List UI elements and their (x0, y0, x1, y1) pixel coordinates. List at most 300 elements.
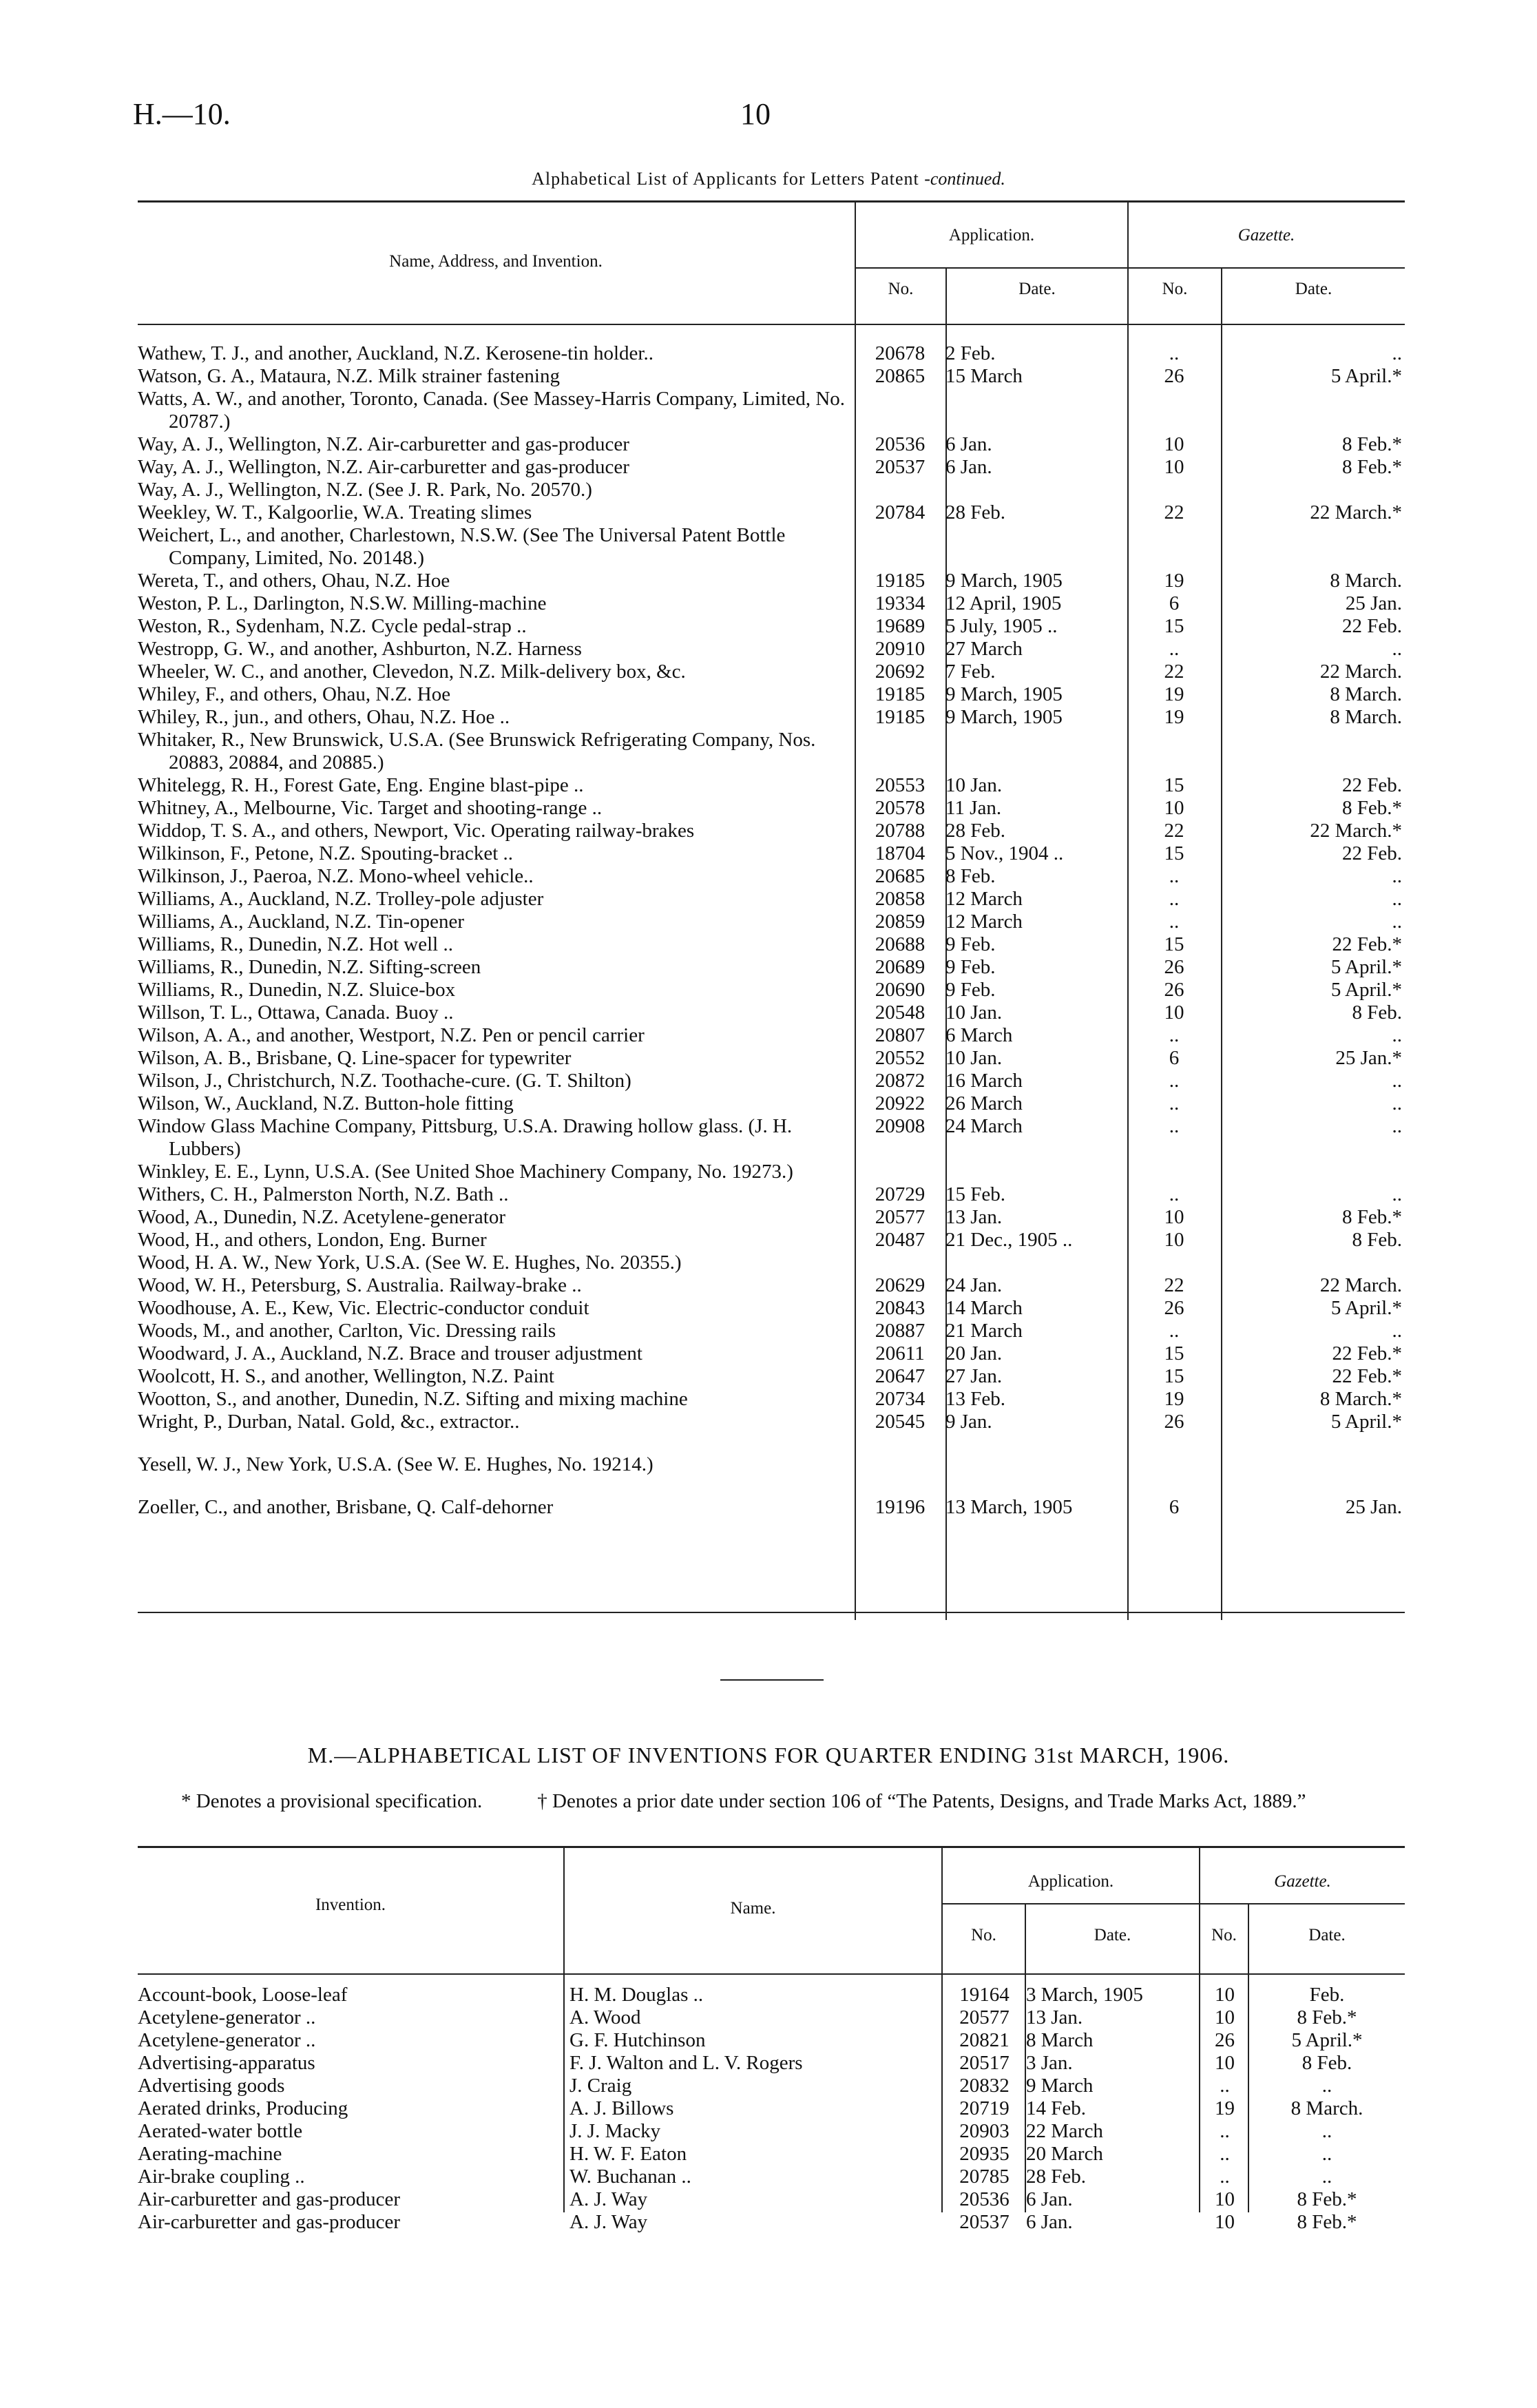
gazette-number (1127, 388, 1221, 433)
note-provisional: * Denotes a provisional specification. (181, 1790, 483, 1812)
applicant-entry: Watson, G. A., Mataura, N.Z. Milk strainer fastening (138, 365, 560, 387)
table-row (133, 365, 1405, 388)
application-number: 20887 (875, 1320, 926, 1342)
gazette-number: .. (1169, 1115, 1180, 1137)
gazette-number: .. (1169, 888, 1180, 910)
gazette-number: 6 (1169, 592, 1180, 614)
gazette-date: 5 April.* (1330, 956, 1402, 978)
gazette-date: .. (1392, 342, 1402, 364)
application-date: 9 Feb. (945, 979, 996, 1001)
gazette-date: 5 April.* (1330, 1297, 1402, 1319)
table-row (133, 933, 1405, 956)
gazette-number: .. (1169, 1092, 1180, 1114)
gazette-number: .. (1169, 638, 1180, 660)
applicant-entry: Woods, M., and another, Carlton, Vic. Dressing rails (138, 1320, 556, 1342)
application-date (945, 1252, 1127, 1274)
applicant-entry: Window Glass Machine Company, Pittsburg, U.S.A. Drawing hollow glass. (J. H. Lubbers) (138, 1115, 793, 1160)
application-date: 9 March, 1905 (945, 570, 1063, 592)
gazette-date: 8 Feb. (1352, 1229, 1402, 1251)
table-row (138, 2143, 1405, 2166)
table-row (133, 1001, 1405, 1024)
header-inv-application: Application. (1027, 1872, 1114, 1891)
gazette-number: 19 (1164, 1388, 1184, 1410)
caption-suffix: -continued. (924, 169, 1005, 189)
gazette-date: 22 March.* (1310, 501, 1402, 523)
gazette-number: 10 (1164, 1001, 1184, 1024)
gazette-number: 6 (1169, 1047, 1180, 1069)
gazette-number: 22 (1164, 661, 1184, 683)
gazette-number: 10 (1164, 433, 1184, 455)
gazette-date: .. (1321, 2166, 1332, 2188)
application-date: 7 Feb. (945, 661, 996, 683)
applicant-entry: Whitaker, R., New Brunswick, U.S.A. (See Brunswick Refrigerating Company, Nos. 20883, 20884, and 20885.) (138, 729, 816, 774)
caption-text: Alphabetical List of Applicants for Letters Patent (532, 169, 919, 189)
application-date: 21 March (945, 1320, 1023, 1342)
application-date: 13 March, 1905 (945, 1496, 1073, 1518)
application-number: 19196 (875, 1496, 926, 1518)
table-row (133, 683, 1405, 706)
applicant-entry: Williams, R., Dunedin, N.Z. Sifting-screen (138, 956, 481, 978)
gazette-date: 8 March. (1330, 570, 1402, 592)
applicant-entry: Weston, P. L., Darlington, N.S.W. Milling-machine (138, 592, 547, 614)
gazette-number: .. (1220, 2075, 1230, 2097)
gazette-date: 22 Feb. (1342, 615, 1402, 637)
application-number: 19164 (959, 1984, 1010, 2006)
table-row (133, 1024, 1405, 1047)
header-app-no: No. (888, 280, 914, 298)
application-number: 20719 (959, 2097, 1010, 2119)
application-number: 20689 (875, 956, 926, 978)
inventor-name: G. F. Hutchinson (569, 2029, 706, 2051)
application-number: 20578 (875, 797, 926, 819)
table-row (133, 1453, 1405, 1496)
application-number: 20784 (875, 501, 926, 523)
application-date: 12 March (945, 888, 1023, 910)
gazette-date (1221, 388, 1405, 433)
applicant-entry: Wathew, T. J., and another, Auckland, N.Z. Kerosene-tin holder.. (138, 342, 654, 364)
invention-name: Aerated-water bottle (138, 2120, 303, 2142)
application-number: 20545 (875, 1411, 926, 1433)
document-reference: H.—10. (133, 97, 231, 131)
application-number: 20647 (875, 1365, 926, 1387)
header-application: Application. (948, 226, 1035, 245)
application-date: 13 Jan. (1026, 2006, 1083, 2028)
applicant-entry: Williams, A., Auckland, N.Z. Tin-opener (138, 911, 465, 933)
applicants-table-body (133, 342, 1405, 1519)
inventor-name: H. W. F. Eaton (569, 2143, 687, 2165)
gazette-date: .. (1392, 911, 1402, 933)
table-row (133, 1496, 1405, 1519)
table-row (133, 615, 1405, 638)
table-row (133, 820, 1405, 842)
table-row (133, 956, 1405, 979)
gazette-number: 10 (1215, 2052, 1235, 2074)
applicant-entry: Wood, W. H., Petersburg, S. Australia. Railway-brake .. (138, 1274, 582, 1296)
invention-name: Acetylene-generator .. (138, 2029, 316, 2051)
application-date: 5 July, 1905 .. (945, 615, 1058, 637)
gazette-date: 8 Feb.* (1297, 2006, 1357, 2028)
header-app-date: Date. (1018, 280, 1056, 298)
applicant-entry: Woodhouse, A. E., Kew, Vic. Electric-conductor conduit (138, 1297, 589, 1319)
gazette-number: 22 (1164, 501, 1184, 523)
table-row (133, 524, 1405, 570)
table-row (138, 2052, 1405, 2075)
application-date: 24 March (945, 1115, 1023, 1137)
application-date: 13 Feb. (945, 1388, 1005, 1410)
header-gazette-text: Gazette. (1237, 226, 1295, 245)
gazette-number (1127, 524, 1221, 570)
gazette-date: 8 March. (1330, 706, 1402, 728)
gazette-date: 5 April.* (1330, 979, 1402, 1001)
inventions-notes (138, 1789, 1408, 1813)
applicants-bottom-rule (138, 1612, 1405, 1613)
gazette-date: 5 April.* (1330, 1411, 1402, 1433)
table-row (133, 570, 1405, 592)
gazette-number (1127, 1161, 1221, 1183)
application-date: 15 Feb. (945, 1183, 1005, 1205)
application-number: 20487 (875, 1229, 926, 1251)
application-date: 6 Jan. (1026, 2188, 1073, 2210)
gazette-number (1127, 1252, 1221, 1274)
table-row (133, 979, 1405, 1001)
table-row (138, 2006, 1405, 2029)
applicant-entry: Wilson, J., Christchurch, N.Z. Toothache-cure. (G. T. Shilton) (138, 1070, 631, 1092)
gazette-number: .. (1220, 2143, 1230, 2165)
inventor-name: A. J. Way (569, 2188, 648, 2210)
applicant-entry: Westropp, G. W., and another, Ashburton, N.Z. Harness (138, 638, 582, 660)
table-row (133, 456, 1405, 479)
application-number: 20553 (875, 774, 926, 796)
application-date: 12 March (945, 911, 1023, 933)
table-row (133, 1161, 1405, 1183)
gazette-date: .. (1392, 1024, 1402, 1046)
applicant-entry: Wood, H. A. W., New York, U.S.A. (See W. E. Hughes, No. 20355.) (138, 1252, 682, 1274)
application-number: 18704 (875, 842, 926, 864)
gazette-date: .. (1392, 1183, 1402, 1205)
header-gazette-no: No. (1162, 280, 1188, 298)
gazette-date: .. (1392, 1115, 1402, 1137)
gazette-date: .. (1321, 2143, 1332, 2165)
applicant-entry: Wereta, T., and others, Ohau, N.Z. Hoe (138, 570, 450, 592)
invention-name: Account-book, Loose-leaf (138, 1984, 348, 2006)
header-invention: Invention. (315, 1896, 386, 1914)
application-date: 6 March (945, 1024, 1013, 1046)
invention-name: Air-carburetter and gas-producer (138, 2211, 401, 2233)
gazette-number: .. (1169, 1024, 1180, 1046)
inventor-name: J. J. Macky (569, 2120, 661, 2142)
inventor-name: A. J. Billows (569, 2097, 674, 2119)
application-date: 6 Jan. (945, 456, 992, 478)
table-row (133, 729, 1405, 774)
table-row (133, 1092, 1405, 1115)
table-row (133, 1047, 1405, 1070)
gazette-number: 6 (1169, 1496, 1180, 1518)
gazette-number: 26 (1164, 1297, 1184, 1319)
application-number: 20678 (875, 342, 926, 364)
gazette-number: 15 (1164, 933, 1184, 955)
gazette-date: 8 March. (1290, 2097, 1363, 2119)
application-date: 9 March, 1905 (945, 706, 1063, 728)
application-date: 22 March (1026, 2120, 1103, 2142)
application-date: 27 Jan. (945, 1365, 1003, 1387)
gazette-date: .. (1392, 1320, 1402, 1342)
table-row (133, 1070, 1405, 1092)
application-number: 20537 (875, 456, 926, 478)
gazette-number: 19 (1164, 570, 1184, 592)
inventions-subheader-rule (943, 1903, 1405, 1904)
application-date: 16 March (945, 1070, 1023, 1092)
header-inv-gazette-text: Gazette. (1274, 1872, 1331, 1891)
application-date: 21 Dec., 1905 .. (945, 1229, 1073, 1251)
application-date: 28 Feb. (1026, 2166, 1086, 2188)
applicant-entry: Weston, R., Sydenham, N.Z. Cycle pedal-strap .. (138, 615, 527, 637)
gazette-number: 15 (1164, 842, 1184, 864)
applicant-entry: Williams, A., Auckland, N.Z. Trolley-pole adjuster (138, 888, 544, 910)
table-row (133, 1342, 1405, 1365)
invention-name: Advertising goods (138, 2075, 285, 2097)
application-date: 2 Feb. (945, 342, 996, 364)
application-date: 12 April, 1905 (945, 592, 1062, 614)
table-row (133, 1206, 1405, 1229)
application-number: 20922 (875, 1092, 926, 1114)
applicant-entry: Widdop, T. S. A., and others, Newport, Vic. Operating railway-brakes (138, 820, 695, 842)
table-row (133, 842, 1405, 865)
table-row (133, 1274, 1405, 1297)
application-date: 5 Nov., 1904 .. (945, 842, 1064, 864)
application-number: 20859 (875, 911, 926, 933)
table-row (138, 2075, 1405, 2097)
gazette-number: 26 (1164, 1411, 1184, 1433)
application-date: 6 Jan. (945, 433, 992, 455)
gazette-date: 25 Jan.* (1335, 1047, 1402, 1069)
gazette-date: 8 Feb.* (1342, 1206, 1402, 1228)
gazette-number: 10 (1215, 2006, 1235, 2028)
gazette-date (1221, 479, 1405, 501)
application-date: 3 March, 1905 (1026, 1984, 1143, 2006)
invention-name: Air-carburetter and gas-producer (138, 2188, 401, 2210)
applicant-entry: Wilson, A. A., and another, Westport, N.Z. Pen or pencil carrier (138, 1024, 645, 1046)
application-number: 20908 (875, 1115, 926, 1137)
application-date: 3 Jan. (1026, 2052, 1073, 2074)
application-date: 10 Jan. (945, 1001, 1003, 1024)
gazette-date: 8 Feb.* (1297, 2188, 1357, 2210)
gazette-date: 8 Feb.* (1342, 797, 1402, 819)
applicant-entry: Whitney, A., Melbourne, Vic. Target and shooting-range .. (138, 797, 603, 819)
inventor-name: F. J. Walton and L. V. Rogers (569, 2052, 803, 2074)
gazette-number: 15 (1164, 1342, 1184, 1364)
application-date: 26 March (945, 1092, 1023, 1114)
gazette-number: 10 (1164, 1206, 1184, 1228)
application-number (855, 388, 945, 433)
table-row (138, 2097, 1405, 2120)
gazette-date: 5 April.* (1291, 2029, 1363, 2051)
application-number: 20843 (875, 1297, 926, 1319)
applicant-entry: Williams, R., Dunedin, N.Z. Sluice-box (138, 979, 456, 1001)
application-date (945, 524, 1127, 570)
gazette-date: 25 Jan. (1345, 1496, 1402, 1518)
note-prior: † Denotes a prior date under section 106 of “The Patents, Designs, and Trade Marks Act, 1889.” (537, 1790, 1306, 1812)
table-row (133, 1252, 1405, 1274)
application-number: 20729 (875, 1183, 926, 1205)
header-name-address-invention: Name, Address, and Invention. (389, 252, 603, 271)
gazette-date: 8 Feb.* (1342, 433, 1402, 455)
applicant-entry: Way, A. J., Wellington, N.Z. Air-carburetter and gas-producer (138, 433, 629, 455)
applicant-entry: Wilson, A. B., Brisbane, Q. Line-spacer for typewriter (138, 1047, 572, 1069)
header-inv-gno: No. (1211, 1926, 1237, 1944)
applicant-entry: Whiley, F., and others, Ohau, N.Z. Hoe (138, 683, 451, 705)
table-row (133, 1411, 1405, 1453)
gazette-date: .. (1392, 638, 1402, 660)
gazette-date: 8 Feb.* (1342, 456, 1402, 478)
table-row (133, 706, 1405, 729)
application-number (855, 1453, 945, 1496)
application-date: 27 March (945, 638, 1023, 660)
gazette-date: 22 Feb.* (1332, 933, 1402, 955)
applicant-entry: Watts, A. W., and another, Toronto, Canada. (See Massey-Harris Company, Limited, No. 20787.) (138, 388, 846, 433)
applicant-entry: Weekley, W. T., Kalgoorlie, W.A. Treating slimes (138, 501, 532, 523)
applicant-entry: Withers, C. H., Palmerston North, N.Z. Bath .. (138, 1183, 509, 1205)
table-row (133, 1297, 1405, 1320)
gazette-number: 10 (1164, 797, 1184, 819)
applicants-top-rule (138, 200, 1405, 203)
application-number: 20935 (959, 2143, 1010, 2165)
inventor-name: J. Craig (569, 2075, 632, 2097)
gazette-date: .. (1392, 1070, 1402, 1092)
invention-name: Aerated drinks, Producing (138, 2097, 348, 2119)
inventions-section-title: M.—ALPHABETICAL LIST OF INVENTIONS FOR QUARTER ENDING 31st MARCH, 1906. (307, 1743, 1230, 1767)
application-number: 20688 (875, 933, 926, 955)
application-number: 19185 (875, 706, 926, 728)
application-number: 20548 (875, 1001, 926, 1024)
gazette-number: .. (1169, 865, 1180, 887)
application-date: 14 Feb. (1026, 2097, 1086, 2119)
inventions-top-rule (138, 1846, 1405, 1848)
gazette-number: 19 (1164, 683, 1184, 705)
application-number: 20537 (959, 2211, 1010, 2233)
gazette-number: .. (1220, 2166, 1230, 2188)
application-number: 19689 (875, 615, 926, 637)
table-row (133, 342, 1405, 365)
application-date (945, 388, 1127, 433)
header-gazette (1129, 226, 1404, 245)
application-number: 19334 (875, 592, 926, 614)
applicants-table (133, 342, 1405, 1519)
table-row (138, 2188, 1405, 2211)
gazette-number: 22 (1164, 1274, 1184, 1296)
application-date: 9 March, 1905 (945, 683, 1063, 705)
gazette-date: 22 March. (1319, 661, 1402, 683)
table-row (133, 888, 1405, 911)
gazette-date: 8 March. (1330, 683, 1402, 705)
gazette-date: .. (1392, 865, 1402, 887)
inventions-table (138, 1984, 1405, 2234)
application-number: 20788 (875, 820, 926, 842)
applicant-entry: Winkley, E. E., Lynn, U.S.A. (See United Shoe Machinery Company, No. 19273.) (138, 1161, 793, 1183)
gazette-date: .. (1392, 888, 1402, 910)
inventor-name: W. Buchanan .. (569, 2166, 691, 2188)
table-row (133, 865, 1405, 888)
applicant-entry: Wilson, W., Auckland, N.Z. Button-hole fitting (138, 1092, 514, 1114)
application-number (855, 1161, 945, 1183)
gazette-number: 15 (1164, 774, 1184, 796)
table-row (133, 661, 1405, 683)
application-number: 20910 (875, 638, 926, 660)
application-date: 14 March (945, 1297, 1023, 1319)
gazette-number: 10 (1215, 2188, 1235, 2210)
table-row (133, 797, 1405, 820)
applicant-entry: Way, A. J., Wellington, N.Z. Air-carburetter and gas-producer (138, 456, 629, 478)
application-number: 20807 (875, 1024, 926, 1046)
gazette-date: .. (1392, 1092, 1402, 1114)
invention-name: Acetylene-generator .. (138, 2006, 316, 2028)
application-number: 20611 (875, 1342, 925, 1364)
gazette-number: .. (1169, 1183, 1180, 1205)
table-row (138, 2120, 1405, 2143)
application-date: 20 Jan. (945, 1342, 1003, 1364)
gazette-date: 8 Feb. (1301, 2052, 1352, 2074)
gazette-date: 22 Feb.* (1332, 1342, 1402, 1364)
applicant-entry: Williams, R., Dunedin, N.Z. Hot well .. (138, 933, 453, 955)
application-number: 20832 (959, 2075, 1010, 2097)
applicant-entry: Willson, T. L., Ottawa, Canada. Buoy .. (138, 1001, 454, 1024)
gazette-number (1127, 729, 1221, 774)
gazette-number (1127, 479, 1221, 501)
application-date: 28 Feb. (945, 820, 1005, 842)
application-number: 20858 (875, 888, 926, 910)
gazette-date (1221, 1161, 1405, 1183)
table-row (133, 1365, 1405, 1388)
header-inv-gazette (1200, 1872, 1405, 1891)
application-number (855, 1252, 945, 1274)
inventor-name: A. Wood (569, 2006, 641, 2028)
applicants-subheader-rule (856, 267, 1405, 269)
gazette-number: .. (1169, 342, 1180, 364)
applicant-entry: Wootton, S., and another, Dunedin, N.Z. Sifting and mixing machine (138, 1388, 688, 1410)
header-inv-date: Date. (1094, 1926, 1131, 1944)
gazette-number: .. (1169, 1070, 1180, 1092)
gazette-date: 8 March.* (1319, 1388, 1402, 1410)
header-inv-gdate: Date. (1308, 1926, 1346, 1944)
application-date: 20 March (1026, 2143, 1103, 2165)
page-number: 10 (740, 97, 771, 131)
table-row (133, 1229, 1405, 1252)
applicant-entry: Woolcott, H. S., and another, Wellington, N.Z. Paint (138, 1365, 554, 1387)
application-date (945, 1453, 1127, 1496)
gazette-number: .. (1220, 2120, 1230, 2142)
application-number: 20517 (959, 2052, 1010, 2074)
applicant-entry: Wood, A., Dunedin, N.Z. Acetylene-generator (138, 1206, 506, 1228)
applicant-entry: Way, A. J., Wellington, N.Z. (See J. R. Park, No. 20570.) (138, 479, 592, 501)
table-caption (0, 169, 1537, 189)
header-gazette-date: Date. (1295, 280, 1332, 298)
application-date: 11 Jan. (945, 797, 1002, 819)
table-row (138, 2166, 1405, 2188)
application-number: 20690 (875, 979, 926, 1001)
gazette-date (1221, 1252, 1405, 1274)
application-number: 20577 (875, 1206, 926, 1228)
table-row (133, 479, 1405, 501)
application-date: 10 Jan. (945, 774, 1003, 796)
gazette-date (1221, 524, 1405, 570)
header-inv-no: No. (971, 1926, 996, 1944)
application-number: 20629 (875, 1274, 926, 1296)
invention-name: Advertising-apparatus (138, 2052, 315, 2074)
gazette-date: 22 March.* (1310, 820, 1402, 842)
application-date: 13 Jan. (945, 1206, 1003, 1228)
invention-name: Air-brake coupling .. (138, 2166, 305, 2188)
header-inv-name: Name. (730, 1899, 776, 1918)
application-number: 20685 (875, 865, 926, 887)
